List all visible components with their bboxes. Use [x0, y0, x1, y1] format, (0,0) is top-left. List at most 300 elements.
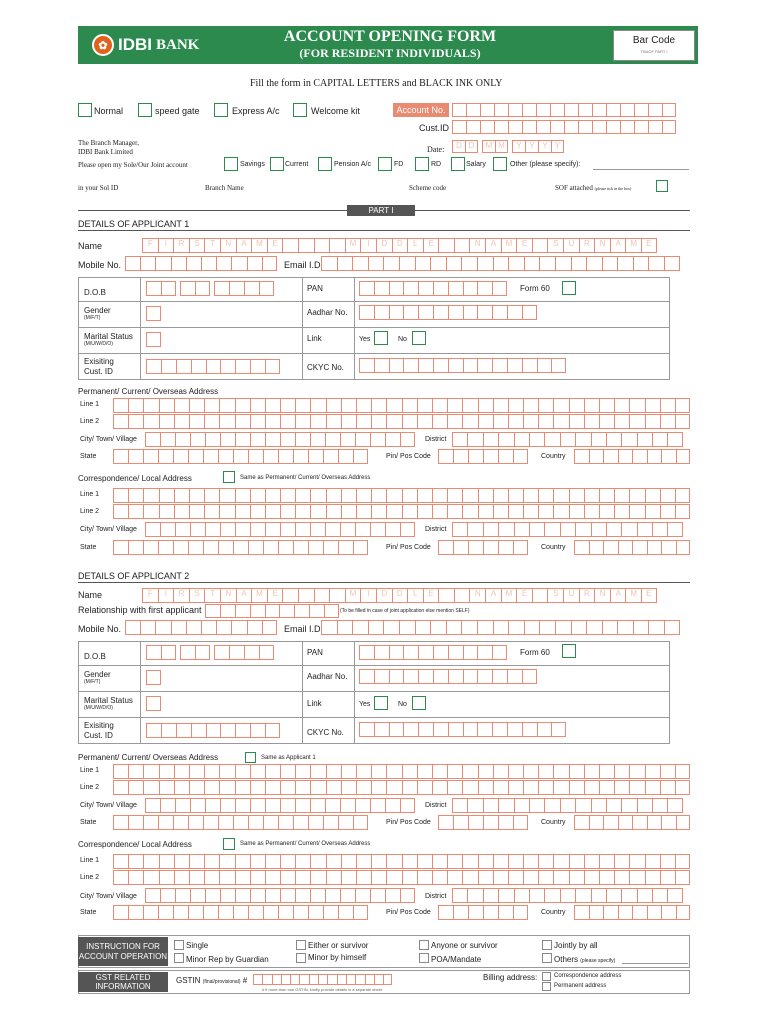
entry-cell[interactable]: [318, 974, 327, 985]
entry-cell[interactable]: [448, 281, 463, 296]
entry-cell[interactable]: [629, 854, 644, 869]
entry-cell[interactable]: [614, 854, 629, 869]
name-cell[interactable]: R: [579, 588, 595, 603]
entry-cell[interactable]: [190, 432, 205, 447]
entry-cell[interactable]: [143, 764, 158, 779]
name-cell[interactable]: F: [142, 238, 158, 253]
entry-cell[interactable]: [508, 504, 523, 519]
entry-cell[interactable]: [522, 358, 537, 373]
entry-cell[interactable]: [660, 414, 675, 429]
entry-cell[interactable]: [467, 432, 482, 447]
entry-cell[interactable]: [145, 432, 160, 447]
entry-cell[interactable]: [250, 398, 265, 413]
entry-cell[interactable]: [346, 974, 355, 985]
name-cell[interactable]: A: [485, 238, 501, 253]
entry-cell[interactable]: [446, 620, 462, 635]
entry-cell[interactable]: [323, 815, 338, 830]
entry-cell[interactable]: [599, 854, 614, 869]
entry-cell[interactable]: [171, 256, 186, 271]
entry-cell[interactable]: [216, 620, 231, 635]
name-cell[interactable]: [329, 238, 345, 253]
entry-cell[interactable]: [374, 974, 383, 985]
entry-cell[interactable]: [652, 888, 667, 903]
entry-cell[interactable]: [235, 798, 250, 813]
name-cell[interactable]: D: [376, 238, 392, 253]
name-cell[interactable]: T: [204, 238, 220, 253]
entry-cell[interactable]: [310, 780, 325, 795]
a1-perm-country-cells[interactable]: [574, 449, 690, 464]
entry-cell[interactable]: [498, 905, 513, 920]
entry-cell[interactable]: [176, 359, 191, 374]
entry-cell[interactable]: [538, 764, 553, 779]
entry-cell[interactable]: [250, 522, 265, 537]
entry-cell[interactable]: [661, 449, 676, 464]
entry-cell[interactable]: [158, 449, 173, 464]
entry-cell[interactable]: [385, 432, 400, 447]
entry-cell[interactable]: [290, 974, 299, 985]
name-cell[interactable]: R: [173, 238, 189, 253]
entry-cell[interactable]: [553, 504, 568, 519]
entry-cell[interactable]: [586, 256, 602, 271]
entry-cell[interactable]: [418, 358, 433, 373]
entry-cell[interactable]: [569, 488, 584, 503]
entry-cell[interactable]: [265, 780, 280, 795]
entry-cell[interactable]: [675, 414, 690, 429]
entry-cell[interactable]: [248, 905, 263, 920]
entry-cell[interactable]: [675, 398, 690, 413]
entry-cell[interactable]: [537, 722, 552, 737]
entry-cell[interactable]: [603, 540, 618, 555]
entry-cell[interactable]: [477, 281, 492, 296]
entry-cell[interactable]: [614, 414, 629, 429]
entry-cell[interactable]: [310, 504, 325, 519]
entry-cell[interactable]: [493, 854, 508, 869]
entry-cell[interactable]: [448, 669, 463, 684]
entry-cell[interactable]: [417, 398, 432, 413]
entry-cell[interactable]: [553, 398, 568, 413]
entry-cell[interactable]: [113, 815, 128, 830]
entry-cell[interactable]: [159, 488, 174, 503]
entry-cell[interactable]: [219, 764, 234, 779]
entry-cell[interactable]: [371, 414, 386, 429]
entry-cell[interactable]: [247, 256, 262, 271]
entry-cell[interactable]: [529, 798, 544, 813]
name-cell[interactable]: E: [423, 588, 439, 603]
entry-cell[interactable]: [176, 723, 191, 738]
entry-cell[interactable]: [338, 449, 353, 464]
entry-cell[interactable]: [158, 815, 173, 830]
entry-cell[interactable]: [493, 504, 508, 519]
entry-cell[interactable]: [555, 620, 571, 635]
entry-cell[interactable]: [280, 488, 295, 503]
entry-cell[interactable]: [161, 723, 176, 738]
entry-cell[interactable]: [664, 620, 680, 635]
entry-cell[interactable]: [146, 723, 161, 738]
entry-cell[interactable]: [647, 905, 662, 920]
entry-cell[interactable]: [250, 414, 265, 429]
entry-cell[interactable]: [340, 432, 355, 447]
entry-cell[interactable]: [250, 780, 265, 795]
entry-cell[interactable]: [326, 854, 341, 869]
entry-cell[interactable]: [189, 414, 204, 429]
entry-cell[interactable]: [341, 398, 356, 413]
entry-cell[interactable]: [493, 398, 508, 413]
entry-cell[interactable]: [262, 256, 277, 271]
entry-cell[interactable]: [569, 398, 584, 413]
name-cell[interactable]: [329, 588, 345, 603]
entry-cell[interactable]: [462, 780, 477, 795]
entry-cell[interactable]: [386, 780, 401, 795]
entry-cell[interactable]: [356, 854, 371, 869]
entry-cell[interactable]: [189, 488, 204, 503]
entry-cell[interactable]: [374, 305, 389, 320]
entry-cell[interactable]: [295, 854, 310, 869]
entry-cell[interactable]: [467, 522, 482, 537]
entry-cell[interactable]: [629, 504, 644, 519]
entry-cell[interactable]: [676, 905, 691, 920]
entry-cell[interactable]: [231, 620, 246, 635]
name-cell[interactable]: [282, 588, 298, 603]
date-cells[interactable]: D D M M Y Y Y Y: [452, 140, 564, 153]
entry-cell[interactable]: [325, 522, 340, 537]
entry-cell[interactable]: [438, 815, 453, 830]
entry-cell[interactable]: [632, 815, 647, 830]
entry-cell[interactable]: [614, 398, 629, 413]
entry-cell[interactable]: [432, 854, 447, 869]
entry-cell[interactable]: [468, 449, 483, 464]
entry-cell[interactable]: [218, 905, 233, 920]
entry-cell[interactable]: [675, 488, 690, 503]
entry-cell[interactable]: [235, 764, 250, 779]
entry-cell[interactable]: [295, 798, 310, 813]
entry-cell[interactable]: [637, 888, 652, 903]
entry-cell[interactable]: [676, 540, 691, 555]
entry-cell[interactable]: [174, 398, 189, 413]
name-cell[interactable]: M: [251, 238, 267, 253]
entry-cell[interactable]: [524, 620, 540, 635]
entry-cell[interactable]: [159, 764, 174, 779]
entry-cell[interactable]: [371, 488, 386, 503]
entry-cell[interactable]: [299, 974, 308, 985]
entry-cell[interactable]: [462, 764, 477, 779]
name-cell[interactable]: N: [594, 588, 610, 603]
name-cell[interactable]: S: [547, 588, 563, 603]
current-checkbox[interactable]: [270, 157, 284, 171]
entry-cell[interactable]: [415, 256, 431, 271]
entry-cell[interactable]: [584, 780, 599, 795]
entry-cell[interactable]: [253, 974, 262, 985]
entry-cell[interactable]: [248, 815, 263, 830]
entry-cell[interactable]: [629, 764, 644, 779]
entry-cell[interactable]: [326, 414, 341, 429]
entry-cell[interactable]: [478, 488, 493, 503]
entry-cell[interactable]: [560, 798, 575, 813]
a1-ckyc-cells[interactable]: [359, 358, 566, 373]
entry-cell[interactable]: [551, 358, 566, 373]
entry-cell[interactable]: [461, 620, 477, 635]
entry-cell[interactable]: [648, 256, 664, 271]
entry-cell[interactable]: [204, 504, 219, 519]
entry-cell[interactable]: [493, 870, 508, 885]
applicant2-mobile-cells[interactable]: [125, 620, 277, 635]
entry-cell[interactable]: [660, 504, 675, 519]
name-cell[interactable]: A: [610, 588, 626, 603]
entry-cell[interactable]: [325, 888, 340, 903]
entry-cell[interactable]: [341, 854, 356, 869]
entry-cell[interactable]: [265, 398, 280, 413]
entry-cell[interactable]: [295, 888, 310, 903]
entry-cell[interactable]: [143, 488, 158, 503]
entry-cell[interactable]: [493, 256, 509, 271]
billing-corr-checkbox[interactable]: [542, 972, 551, 981]
entry-cell[interactable]: [402, 854, 417, 869]
entry-cell[interactable]: [374, 722, 389, 737]
entry-cell[interactable]: [553, 854, 568, 869]
name-cell[interactable]: M: [345, 238, 361, 253]
a2-corr-state-cells[interactable]: [113, 905, 368, 920]
a1-perm-state-cells[interactable]: [113, 449, 368, 464]
entry-cell[interactable]: [189, 780, 204, 795]
a2-perm-line1-cells[interactable]: [113, 764, 690, 779]
entry-cell[interactable]: [204, 870, 219, 885]
entry-cell[interactable]: [145, 888, 160, 903]
entry-cell[interactable]: [265, 870, 280, 885]
entry-cell[interactable]: [483, 905, 498, 920]
applicant2-name-cells[interactable]: [142, 588, 657, 603]
a2-link-no-checkbox[interactable]: [412, 696, 426, 710]
entry-cell[interactable]: [326, 764, 341, 779]
entry-cell[interactable]: [389, 722, 404, 737]
entry-cell[interactable]: [327, 974, 336, 985]
name-cell[interactable]: [438, 238, 454, 253]
entry-cell[interactable]: [389, 358, 404, 373]
entry-cell[interactable]: [514, 522, 529, 537]
name-cell[interactable]: E: [516, 238, 532, 253]
entry-cell[interactable]: [508, 620, 524, 635]
entry-cell[interactable]: [310, 888, 325, 903]
entry-cell[interactable]: [386, 414, 401, 429]
entry-cell[interactable]: [233, 540, 248, 555]
entry-cell[interactable]: [462, 414, 477, 429]
entry-cell[interactable]: [389, 645, 404, 660]
entry-cell[interactable]: [402, 398, 417, 413]
entry-cell[interactable]: [446, 256, 462, 271]
op-poa-checkbox[interactable]: [419, 953, 429, 963]
entry-cell[interactable]: [438, 449, 453, 464]
entry-cell[interactable]: [544, 432, 559, 447]
a1-corr-pin-cells[interactable]: [438, 540, 528, 555]
entry-cell[interactable]: [265, 723, 280, 738]
entry-cell[interactable]: [280, 854, 295, 869]
entry-cell[interactable]: [295, 414, 310, 429]
name-cell[interactable]: S: [189, 238, 205, 253]
entry-cell[interactable]: [522, 722, 537, 737]
entry-cell[interactable]: [353, 905, 368, 920]
entry-cell[interactable]: [498, 798, 513, 813]
entry-cell[interactable]: [386, 488, 401, 503]
entry-cell[interactable]: [250, 888, 265, 903]
entry-cell[interactable]: [508, 488, 523, 503]
entry-cell[interactable]: [356, 780, 371, 795]
entry-cell[interactable]: [325, 432, 340, 447]
entry-cell[interactable]: [337, 256, 353, 271]
entry-cell[interactable]: [201, 256, 216, 271]
name-cell[interactable]: [438, 588, 454, 603]
entry-cell[interactable]: [326, 780, 341, 795]
entry-cell[interactable]: [173, 815, 188, 830]
op-others-checkbox[interactable]: [542, 953, 552, 963]
entry-cell[interactable]: [462, 488, 477, 503]
entry-cell[interactable]: [599, 780, 614, 795]
entry-cell[interactable]: [667, 432, 682, 447]
op-either-checkbox[interactable]: [296, 940, 306, 950]
name-cell[interactable]: N: [220, 238, 236, 253]
entry-cell[interactable]: [539, 256, 555, 271]
entry-cell[interactable]: [355, 432, 370, 447]
entry-cell[interactable]: [591, 888, 606, 903]
entry-cell[interactable]: [553, 764, 568, 779]
entry-cell[interactable]: [403, 645, 418, 660]
name-cell[interactable]: N: [594, 238, 610, 253]
entry-cell[interactable]: [370, 798, 385, 813]
entry-cell[interactable]: [140, 620, 155, 635]
entry-cell[interactable]: [498, 449, 513, 464]
entry-cell[interactable]: [447, 398, 462, 413]
sof-checkbox[interactable]: [656, 180, 668, 192]
entry-cell[interactable]: [386, 398, 401, 413]
entry-cell[interactable]: [143, 905, 158, 920]
entry-cell[interactable]: [278, 905, 293, 920]
a1-marital-cell[interactable]: [146, 332, 161, 347]
entry-cell[interactable]: [617, 620, 633, 635]
entry-cell[interactable]: [265, 414, 280, 429]
entry-cell[interactable]: [403, 722, 418, 737]
a2-perm-country-cells[interactable]: [574, 815, 690, 830]
entry-cell[interactable]: [400, 798, 415, 813]
entry-cell[interactable]: [575, 432, 590, 447]
entry-cell[interactable]: [648, 620, 664, 635]
entry-cell[interactable]: [189, 398, 204, 413]
entry-cell[interactable]: [359, 358, 374, 373]
entry-cell[interactable]: [355, 888, 370, 903]
entry-cell[interactable]: [386, 854, 401, 869]
entry-cell[interactable]: [614, 780, 629, 795]
entry-cell[interactable]: [477, 645, 492, 660]
a1-form60-checkbox[interactable]: [562, 281, 576, 295]
entry-cell[interactable]: [553, 870, 568, 885]
entry-cell[interactable]: [483, 798, 498, 813]
a1-corr-line1-cells[interactable]: [113, 488, 690, 503]
entry-cell[interactable]: [159, 780, 174, 795]
entry-cell[interactable]: [418, 645, 433, 660]
entry-cell[interactable]: [402, 764, 417, 779]
entry-cell[interactable]: [402, 870, 417, 885]
savings-checkbox[interactable]: [224, 157, 238, 171]
entry-cell[interactable]: [584, 414, 599, 429]
entry-cell[interactable]: [555, 256, 571, 271]
entry-cell[interactable]: [265, 764, 280, 779]
entry-cell[interactable]: [599, 870, 614, 885]
a2-existing-cells[interactable]: [146, 723, 280, 738]
entry-cell[interactable]: [477, 620, 493, 635]
entry-cell[interactable]: [359, 722, 374, 737]
entry-cell[interactable]: [667, 798, 682, 813]
entry-cell[interactable]: [614, 488, 629, 503]
entry-cell[interactable]: [356, 488, 371, 503]
a1-corr-city-cells[interactable]: [145, 522, 415, 537]
entry-cell[interactable]: [660, 398, 675, 413]
entry-cell[interactable]: [352, 620, 368, 635]
entry-cell[interactable]: [174, 780, 189, 795]
entry-cell[interactable]: [356, 504, 371, 519]
entry-cell[interactable]: [453, 905, 468, 920]
entry-cell[interactable]: [128, 815, 143, 830]
entry-cell[interactable]: [478, 398, 493, 413]
name-cell[interactable]: M: [251, 588, 267, 603]
entry-cell[interactable]: [146, 359, 161, 374]
entry-cell[interactable]: [508, 256, 524, 271]
entry-cell[interactable]: [220, 359, 235, 374]
entry-cell[interactable]: [189, 764, 204, 779]
entry-cell[interactable]: [368, 620, 384, 635]
entry-cell[interactable]: [447, 764, 462, 779]
entry-cell[interactable]: [400, 522, 415, 537]
entry-cell[interactable]: [618, 815, 633, 830]
entry-cell[interactable]: [569, 764, 584, 779]
entry-cell[interactable]: [386, 870, 401, 885]
entry-cell[interactable]: [463, 281, 478, 296]
a2-ckyc-cells[interactable]: [359, 722, 566, 737]
entry-cell[interactable]: [125, 620, 140, 635]
entry-cell[interactable]: [374, 281, 389, 296]
entry-cell[interactable]: [447, 854, 462, 869]
entry-cell[interactable]: [374, 669, 389, 684]
entry-cell[interactable]: [206, 359, 221, 374]
entry-cell[interactable]: [383, 620, 399, 635]
entry-cell[interactable]: [359, 305, 374, 320]
entry-cell[interactable]: [174, 504, 189, 519]
entry-cell[interactable]: [402, 414, 417, 429]
entry-cell[interactable]: [599, 398, 614, 413]
entry-cell[interactable]: [278, 815, 293, 830]
entry-cell[interactable]: [190, 888, 205, 903]
name-cell[interactable]: A: [485, 588, 501, 603]
entry-cell[interactable]: [448, 358, 463, 373]
entry-cell[interactable]: [589, 540, 604, 555]
entry-cell[interactable]: [523, 398, 538, 413]
entry-cell[interactable]: [539, 620, 555, 635]
entry-cell[interactable]: [538, 504, 553, 519]
a2-perm-pin-cells[interactable]: [438, 815, 528, 830]
entry-cell[interactable]: [250, 764, 265, 779]
entry-cell[interactable]: [448, 645, 463, 660]
entry-cell[interactable]: [235, 522, 250, 537]
entry-cell[interactable]: [220, 888, 235, 903]
name-cell[interactable]: M: [625, 238, 641, 253]
entry-cell[interactable]: [591, 798, 606, 813]
a2-perm-district-cells[interactable]: [452, 798, 683, 813]
entry-cell[interactable]: [338, 540, 353, 555]
entry-cell[interactable]: [569, 780, 584, 795]
entry-cell[interactable]: [353, 449, 368, 464]
entry-cell[interactable]: [174, 414, 189, 429]
name-cell[interactable]: N: [220, 588, 236, 603]
entry-cell[interactable]: [661, 540, 676, 555]
name-cell[interactable]: L: [407, 238, 423, 253]
entry-cell[interactable]: [323, 449, 338, 464]
entry-cell[interactable]: [478, 414, 493, 429]
entry-cell[interactable]: [507, 358, 522, 373]
